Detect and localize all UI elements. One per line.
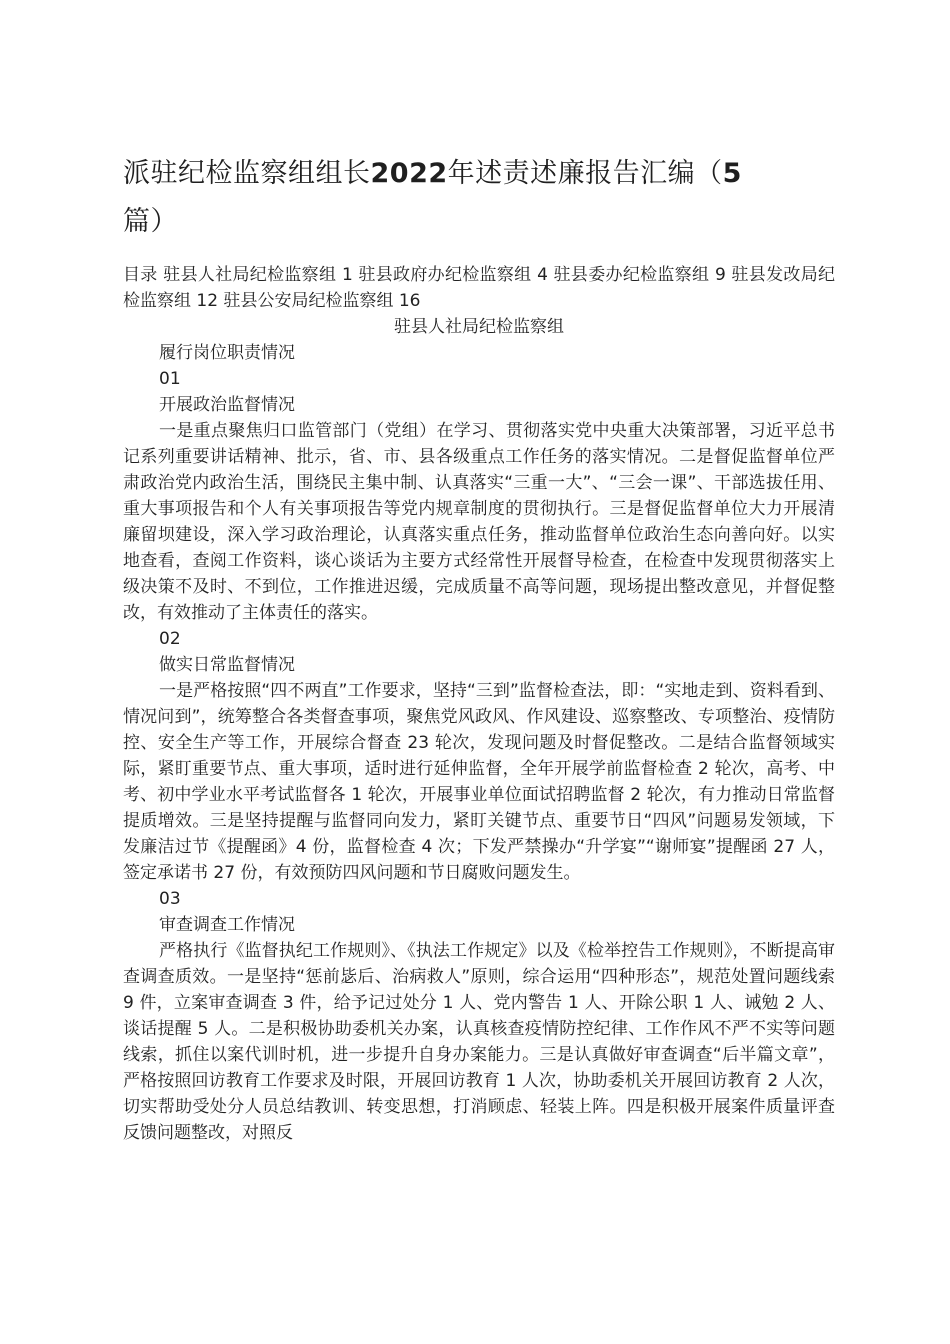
title-count: 5 [722, 158, 742, 189]
heading-03: 审查调查工作情况 [159, 915, 295, 935]
section-number-02: 02 [159, 629, 181, 649]
document-page [123, 150, 835, 1146]
paragraph-01: 一是重点聚焦归口监管部门（党组）在学习、贯彻落实党中央重大决策部署，习近平总书记系列重要讲话精神、批示，省、市、县各级重点工作任务的落实情况。二是督促监督单位严肃政治党内政治生活，围绕民主集中制、认真落实“三重一大”、“三会一课”、干部选拔任用、重大事项报告和个人有关事项报告等党内规章制度的贯彻执行。三是督促监督单位大力开展清廉留坝建设，深入学习政治理论，认真落实重点任务，推动监督单位政治生态向善向好。以实地查看，查阅工作资料，谈心谈话为主要方式经常性开展督导检查，在检查中发现贯彻落实上级决策不及时、不到位，工作推进迟缓，完成质量不高等问题，现场提出整改意见，并督促整改，有效推动了主体责任的落实。 [123, 421, 835, 623]
title-text-2: 年述责述廉报告汇编（ [447, 158, 723, 189]
section-number-01: 01 [159, 369, 181, 389]
section-title: 驻县人社局纪检监察组 [394, 317, 564, 337]
title-year: 2022 [370, 158, 448, 189]
table-of-contents: 目录 驻县人社局纪检监察组 1 驻县政府办纪检监察组 4 驻县委办纪检监察组 9 驻县发改局纪检监察组 12 驻县公安局纪检监察组 16 [123, 265, 835, 311]
title-text: 派驻纪检监察组组长 [123, 158, 371, 189]
paragraph-03: 严格执行《监督执纪工作规则》、《执法工作规定》以及《检举控告工作规则》，不断提高审查调查质效。一是坚持“惩前毖后、治病救人”原则，综合运用“四种形态”，规范处置问题线索 9 件，立案审查调查 3 件，给予记过处分 1 人、党内警告 1 人、开除公职 1 人、诫勉 2 人、谈话提醒 5 人。二是积极协助委机关办案，认真核查疫情防控纪律、工作作风不严不实等问题线索，抓住以案代训时机，进一步提升自身办案能力。三是认真做好审查调查“后半篇文章”，严格按照回访教育工作要求及时限，开展回访教育 1 人次，协助委机关开展回访教育 2 人次，切实帮助受处分人员总结教训、转变思想，打消顾虑、轻装上阵。四是积极开展案件质量评查反馈问题整改，对照反 [123, 941, 835, 1143]
heading-02: 做实日常监督情况 [159, 655, 295, 675]
document-title [123, 150, 835, 246]
title-text-3: 篇） [123, 206, 178, 237]
heading-duty: 履行岗位职责情况 [159, 343, 295, 363]
section-number-03: 03 [159, 889, 181, 909]
heading-01: 开展政治监督情况 [159, 395, 295, 415]
paragraph-02: 一是严格按照“四不两直”工作要求，坚持“三到”监督检查法，即：“实地走到、资料看到、情况问到”，统筹整合各类督查事项，聚焦党风政风、作风建设、巡察整改、专项整治、疫情防控、安全生产等工作，开展综合督查 23 轮次，发现问题及时督促整改。二是结合监督领域实际，紧盯重要节点、重大事项，适时进行延伸监督，全年开展学前监督检查 2 轮次，高考、中考、初中学业水平考试监督各 1 轮次，开展事业单位面试招聘监督 2 轮次，有力推动日常监督提质增效。三是坚持提醒与监督同向发力，紧盯关键节点、重要节日“四风”问题易发领域，下发廉洁过节《提醒函》4 份，监督检查 4 次；下发严禁操办“升学宴”“谢师宴”提醒函 27 人，签定承诺书 27 份，有效预防四风问题和节日腐败问题发生。 [123, 681, 835, 883]
